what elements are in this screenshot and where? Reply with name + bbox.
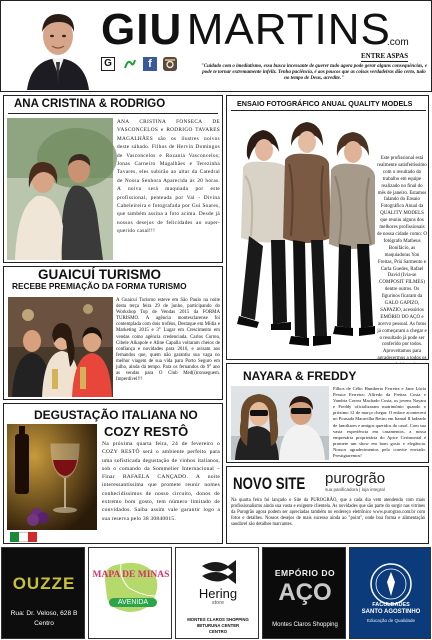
wine-photo	[7, 424, 97, 530]
brand-name: purogrão	[325, 470, 386, 487]
brand-tagline: sua panificadora | loja integral	[325, 487, 385, 492]
purograo-logo	[325, 471, 425, 493]
flag-white	[19, 532, 28, 542]
ad-ouzze[interactable]	[1, 547, 85, 639]
ad-hering[interactable]	[175, 547, 259, 639]
models-photo	[235, 116, 375, 356]
article-title: DEGUSTAÇÃO ITALIANA NO	[34, 408, 198, 422]
ad-mapa-de-minas[interactable]	[88, 547, 172, 639]
link-icon[interactable]	[123, 57, 137, 71]
article-guaicui	[3, 266, 223, 400]
couple-photo	[7, 118, 113, 260]
italy-flag	[10, 532, 37, 542]
instagram-icon[interactable]	[163, 57, 177, 71]
article-title: NOVO SITE	[233, 474, 306, 493]
ad-location-1: MONTES CLAROS SHOPPING	[187, 617, 249, 622]
masthead	[0, 0, 432, 92]
ad-location-3: CENTRO	[208, 629, 228, 634]
faculty-seal-icon	[369, 562, 413, 606]
ad-location-2: IBITURUNA CENTER	[196, 623, 240, 628]
column-quote: "Cuidado com o imediatismo, essa busca incessante de querer tudo agora pode gerar alguns consequências, e pode te tornar extremamente infeliz. Tenha paciência, é aos poucos que as coisas verdadeiras dão certo, tudo no tempo de Deus, acredite."	[201, 64, 427, 82]
ad-brand: OUZZE	[12, 574, 76, 593]
ad-district: Centro	[34, 620, 54, 627]
article-title-2: COZY RESTÔ	[104, 424, 189, 439]
masthead-title	[101, 5, 425, 54]
article-title: ANA CRISTINA & RODRIGO	[14, 98, 166, 110]
ad-brand: MAPA DE MINAS	[92, 570, 170, 580]
article-title: GUAICUÍ TURISMO	[38, 267, 161, 282]
article-ensaio-quality	[226, 95, 429, 360]
ad-location: Montes Claros Shopping	[272, 622, 338, 628]
couple-photo	[231, 386, 329, 460]
column-title: ENTRE ASPAS	[361, 52, 409, 60]
article-novo-site	[226, 466, 429, 544]
article-text: Filhos de Célio Humberto Ferreira e Jane Lúcia Pessoa Ferreira; Alfredo da Freitas Costa e Vandria Correa Machado Costa, os jovens Nayara e Freddy oficializaram matrimônio quando o próximo 12 de março chegar. O enlace acontecerá no Pousada Maravilha Retiro em Itamal II ladeado de familiares e amigos queridos do casal. Com sua vasta experiência em casamentos, a nossa empresária proprietária do Apice Cerimonial é promete um show em bom gosto e elegância. Nossos agradecimentos pelo convite enviado. Prestigiaremos!	[333, 386, 426, 459]
article-title: ENSAIO FOTOGRÁFICO ANUAL QUALITY MODELS	[237, 99, 413, 108]
article-subtitle: RECEBE PREMIAÇÃO DA FORMA TURISMO	[12, 281, 187, 291]
article-nayara-freddy	[226, 363, 429, 463]
minas-map-icon	[99, 558, 163, 618]
ad-brand: Hering	[198, 586, 238, 601]
ad-brand-2: AÇO	[278, 579, 332, 606]
ad-emporio-do-aco[interactable]	[262, 547, 346, 639]
flag-red	[28, 532, 37, 542]
ad-brand: FACULDADES	[372, 602, 410, 608]
title-light: MARTINS	[186, 5, 391, 54]
google-plus-icon[interactable]: G	[101, 57, 115, 71]
ad-sub: store	[211, 600, 225, 606]
article-text: ANA CRISTINA FONSECA DE VASCONCELOS e RODRIGO TAVARES MAGALHÃES são os ilustres noivos deste sábado. Filhos de Hervin Domingos de Vasconcelos e Rozania Vasconcelos; Jonas Carneiro Magalhães e Terezinha Tavares, eles subirão ao altar da Catedral de Nossa Senhora Aparecida às 20 horas. A noiva será maquiada por este profissional, penteada por Val - Divina Cabeleireira e fotografada por Gui Soares, que também assina a foto acima. Desde já nossos desejos de felicidades ao super-querido casal!!!	[117, 119, 220, 235]
hering-fish-icon	[198, 556, 238, 584]
ad-address: Rua: Dr. Veloso, 628 B	[10, 610, 78, 617]
title-domain: .com	[387, 37, 409, 48]
article-text: Este profissional está realmente satisfeitíssimo com o resultado do trabalho em equipe realizado no final do mês de janeiro. Estamos falando do Ensaio Fotográfico Anual da QUALITY MODELS que reuniu alguns dos melhores profissionais de nossa cidade como: O fotógrafo Matheus Bonifácio, as maquiadoras Yon Freitas, Priá Sarmento e Carla Guedes, Rafael David (Ivia-se COMPOSIT FILMES) dentre outros. Os figurinos ficaram da GALO GAPIZO, SAPAZIO, acessórios EMÓRIO DO AÇO e acervo pessoal. As fotos já começaram a chegar e o resultado já pode ser conferido por todos. Aproveitamos para agradecermos a todos os	[377, 156, 427, 362]
ad-tagline: Educação de Qualidade	[366, 618, 416, 623]
article-text: Na quarta feira foi lançado o Site da PUROGRÃO, que a cada dia vem atendendo com mais profissionalismo ainda sua vasta e exigente clientela. As novidades que são parte do surgir nas vitrines da Purogrão agora podem ser apreciadas também no endereço eletrônico www.purograo.com.br com fotos e detalhes. Nossos desejos de mais sucesso ainda ao "point", onde boa forma e alimentação saudável são detalhes marcantes.	[231, 498, 425, 528]
flag-green	[10, 532, 19, 542]
ad-brand: EMPÓRIO DO	[274, 568, 336, 578]
divider	[231, 110, 426, 111]
article-ana-rodrigo	[3, 95, 223, 263]
divider	[8, 113, 218, 114]
article-title: NAYARA & FREDDY	[243, 369, 357, 383]
facebook-icon[interactable]: f	[143, 57, 157, 71]
ad-brand-2: SANTO AGOSTINHO	[361, 609, 421, 615]
ad-santo-agostinho[interactable]	[349, 547, 431, 639]
columnist-portrait	[19, 4, 97, 90]
article-text: Na próxima quarta feira, 24 de fevereiro o COZY RESTÔ será o ambiente perfeito para uma sofisticada degustação de vinhos italianos, sob o comando da Sommelier Internacional – Finar RAFAELA CANÇADO. A noite interessantíssima que promete reunir nomes conhecidíssimos de nosso circuito, donos de extremo bom gosto, tem número limitado de convidados. Saiba assim vale garantir logo a sua reserva pelo 38 30840015.	[102, 441, 220, 522]
title-bold: GIU	[101, 5, 183, 54]
article-text: A Guaicuí Turismo esteve em São Paulo na noite desta terça feira 29 de junho, participando do Workshop Top de Vendas 2015 da FORMA TURISMO. A agência montesclarense foi contemplada com dois troféus, Destaque em Mídia e Marketing 2015 e 3° Lugar em Crescimento em vendas como agência credenciada. Carlos Correa, Cibele Alkapole e Aline Capalla voltaram cheios de confiança e novidades para 2016, e avisam aos fernandos que, quem não garantiu sua vaga no melhor viagem de sua vida para Porto Seguro em julho, ainda dá tempo. Para os fernandos do 9° ano as vendas para O Club Med(i)conseguem. Imperdível!!!	[116, 298, 220, 383]
award-photo	[8, 297, 113, 397]
article-cozy-resto	[3, 403, 223, 544]
ad-sub: AVENIDA	[109, 598, 157, 607]
social-icons	[101, 57, 191, 73]
